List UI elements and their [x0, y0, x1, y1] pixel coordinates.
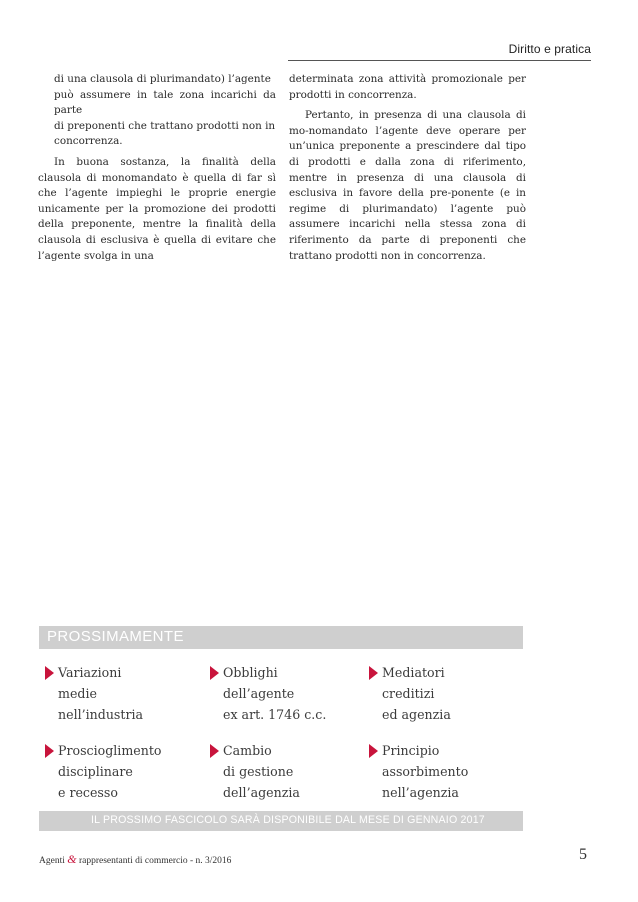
coming-soon-item	[210, 740, 360, 803]
triangle-marker-icon	[210, 666, 219, 680]
item-line: dell’agenzia	[223, 785, 300, 800]
item-line: ed agenzia	[382, 707, 451, 722]
text-line: concorrenza.	[54, 135, 123, 148]
item-line: di gestione	[223, 764, 294, 779]
text-line: può assumere in tale zona incarichi da parte	[54, 88, 276, 117]
body-paragraph: Pertanto, in presenza di una clausola di mo-nomandato l’agente deve operare per un’unica preponente a prescindere dal tipo di prodotti e dalla zona di riferimento, mentre in presenza di una clausola di esclusiva in favore della pre-ponente (e in regime di plurimandato) l’agente può assumere incarichi nella stessa zona di riferimento da parte di preponenti che trattano prodotti non in concorrenza.	[289, 109, 526, 262]
coming-soon-item	[369, 662, 519, 725]
triangle-marker-icon	[369, 744, 378, 758]
publication-name-a: Agenti	[39, 856, 65, 866]
article-column-left	[38, 72, 276, 264]
coming-soon-title: PROSSIMAMENTE	[47, 628, 184, 645]
continuation-block	[38, 72, 276, 150]
item-line: dell’agente	[223, 686, 295, 701]
ampersand-logo: &	[67, 852, 77, 866]
item-line: e recesso	[58, 785, 118, 800]
item-line: Principio	[382, 743, 440, 758]
next-issue-text: IL PROSSIMO FASCICOLO SARÀ DISPONIBILE DAL MESE DI GENNAIO 2017	[91, 814, 485, 826]
item-line: Proscioglimento	[58, 743, 162, 758]
section-title: Diritto e pratica	[508, 42, 591, 56]
triangle-marker-icon	[45, 666, 54, 680]
item-line: Mediatori	[382, 665, 445, 680]
coming-soon-item	[210, 662, 360, 725]
page-number: 5	[579, 846, 587, 863]
item-line: Obblighi	[223, 665, 278, 680]
text-line: di preponenti che trattano prodotti non in	[54, 119, 276, 132]
item-line: nell’agenzia	[382, 785, 459, 800]
publication-footer	[39, 852, 231, 867]
triangle-marker-icon	[369, 666, 378, 680]
body-paragraph: In buona sostanza, la finalità della clausola di monomandato è quella di far sì che l’agente impieghi le proprie energie unicamente per la promozione dei prodotti della preponente, mentre la finalità della clausola di esclusiva è quella di evitare che l’agente svolga in una	[38, 155, 276, 262]
triangle-marker-icon	[45, 744, 54, 758]
item-line: nell’industria	[58, 707, 144, 722]
coming-soon-header	[39, 626, 523, 649]
triangle-marker-icon	[210, 744, 219, 758]
article-column-right	[289, 72, 526, 264]
item-line: disciplinare	[58, 764, 133, 779]
item-line: creditizi	[382, 686, 435, 701]
item-line: ex art. 1746 c.c.	[223, 707, 327, 722]
coming-soon-item	[369, 740, 519, 803]
body-paragraph: determinata zona attività promozionale per prodotti in concorrenza.	[289, 73, 526, 101]
item-line: assorbimento	[382, 764, 469, 779]
item-line: medie	[58, 686, 97, 701]
next-issue-banner	[39, 811, 523, 831]
coming-soon-item	[45, 740, 195, 803]
text-line: di una clausola di plurimandato) l’agente	[54, 73, 271, 85]
publication-name-b: rappresentanti di commercio - n. 3/2016	[78, 856, 232, 866]
header-rule	[288, 60, 591, 61]
item-line: Variazioni	[58, 665, 122, 680]
coming-soon-item	[45, 662, 195, 725]
item-line: Cambio	[223, 743, 272, 758]
